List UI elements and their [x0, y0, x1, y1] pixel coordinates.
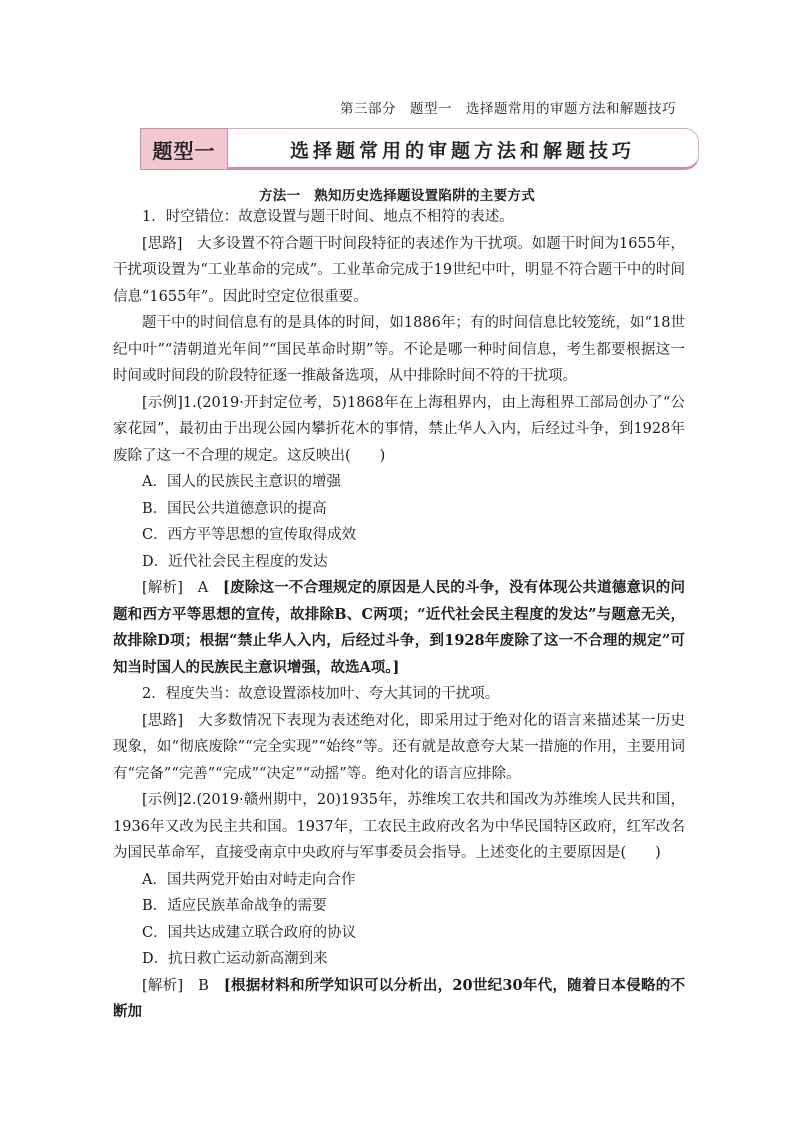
example-1-analysis: [113, 575, 685, 681]
running-head: 第三部分 题型一 选择题常用的审题方法和解题技巧: [340, 101, 676, 117]
section2-think: [思路] 大多数情况下表现为表述绝对化，即采用过于绝对化的语言来描述某一历史现象，如“彻底废除”“完全实现”“始终”等。还有就是故意夸大某一措施的作用，主要用词有“完备”“完善”“完成”“决定”“动摇”等。绝对化的语言应排除。: [113, 712, 685, 782]
example-1-option-d: D．近代社会民主程度的发达: [142, 553, 328, 570]
banner-title: 选择题常用的审题方法和解题技巧: [290, 140, 636, 162]
example-2-option-b: B．适应民族革命战争的需要: [142, 898, 327, 914]
section-banner: [140, 128, 698, 170]
analysis-label: [解析] A: [142, 580, 224, 596]
section1-heading: 1．时空错位：故意设置与题干时间、地点不相符的表述。: [142, 209, 514, 225]
example-2-option-a: A．国共两党开始由对峙走向合作: [142, 871, 356, 888]
banner-type-label: 题型一: [140, 128, 228, 170]
section1-paragraph: 题干中的时间信息有的是具体的时间，如1886年；有的时间信息比较笼统，如“18世纪中叶”“清朝道光年间”“国民革命时期”等。不论是哪一种时间信息，考生都要根据这一时间或时间段的阶段特征逐一推敲备选项，从中排除时间不符的干扰项。: [113, 315, 685, 384]
example-1: [示例]1.(2019·开封定位考，5)1868年在上海租界内，由上海租界工部局创办了“公家花园”，最初由于出现公园内攀折花木的事情，禁止华人入内，后经过斗争，到1928年废除了这一不合理的规定。这反映出( ): [113, 394, 685, 464]
analysis-text: [根据材料和所学知识可以分析出，20世纪30年代，随着日本侵略的不断加: [113, 976, 685, 1020]
example-1-option-b: B．国民公共道德意识的提高: [142, 500, 327, 517]
example-1-option-c: C．西方平等思想的宣传取得成效: [142, 527, 357, 543]
analysis-label: [解析] B: [142, 977, 224, 994]
example-2-option-c: C．国共达成建立联合政府的协议: [142, 924, 357, 941]
example-2: [示例]2.(2019·赣州期中，20)1935年，苏维埃工农共和国改为苏维埃人民共和国，1936年又改为民主共和国。1937年，工农民主政府改名为中华民国特区政府，红军改名为国民革命军，直接受南京中央政府与军事委员会指导。上述变化的主要原因是( ): [113, 792, 685, 861]
method-title: 方法一 熟知历史选择题设置陷阱的主要方式: [259, 188, 535, 204]
section1-think: [思路] 大多设置不符合题干时间段特征的表述作为干扰项。如题干时间为1655年，干扰项设置为“工业革命的完成”。工业革命完成于19世纪中叶，明显不符合题干中的时间信息“1655年”。因此时空定位很重要。: [113, 235, 685, 305]
example-1-option-a: A．国人的民族民主意识的增强: [142, 474, 341, 490]
example-2-analysis: [113, 973, 685, 1026]
example-2-option-d: D．抗日救亡运动新高潮到来: [142, 951, 328, 967]
main-content: [113, 204, 685, 1026]
analysis-text: [废除这一不合理规定的原因是人民的斗争，没有体现公共道德意识的问题和西方平等思想的宣传，故排除B、C两项；“近代社会民主程度的发达”与题意无关，故排除D项；根据“禁止华人入内，后经过斗争，到1928年废除了这一不合理的规定”可知当时国人的民族民主意识增强，故选A项。]: [113, 579, 685, 676]
section2-heading: 2．程度失当：故意设置添枝加叶、夸大其词的干扰项。: [142, 686, 500, 702]
